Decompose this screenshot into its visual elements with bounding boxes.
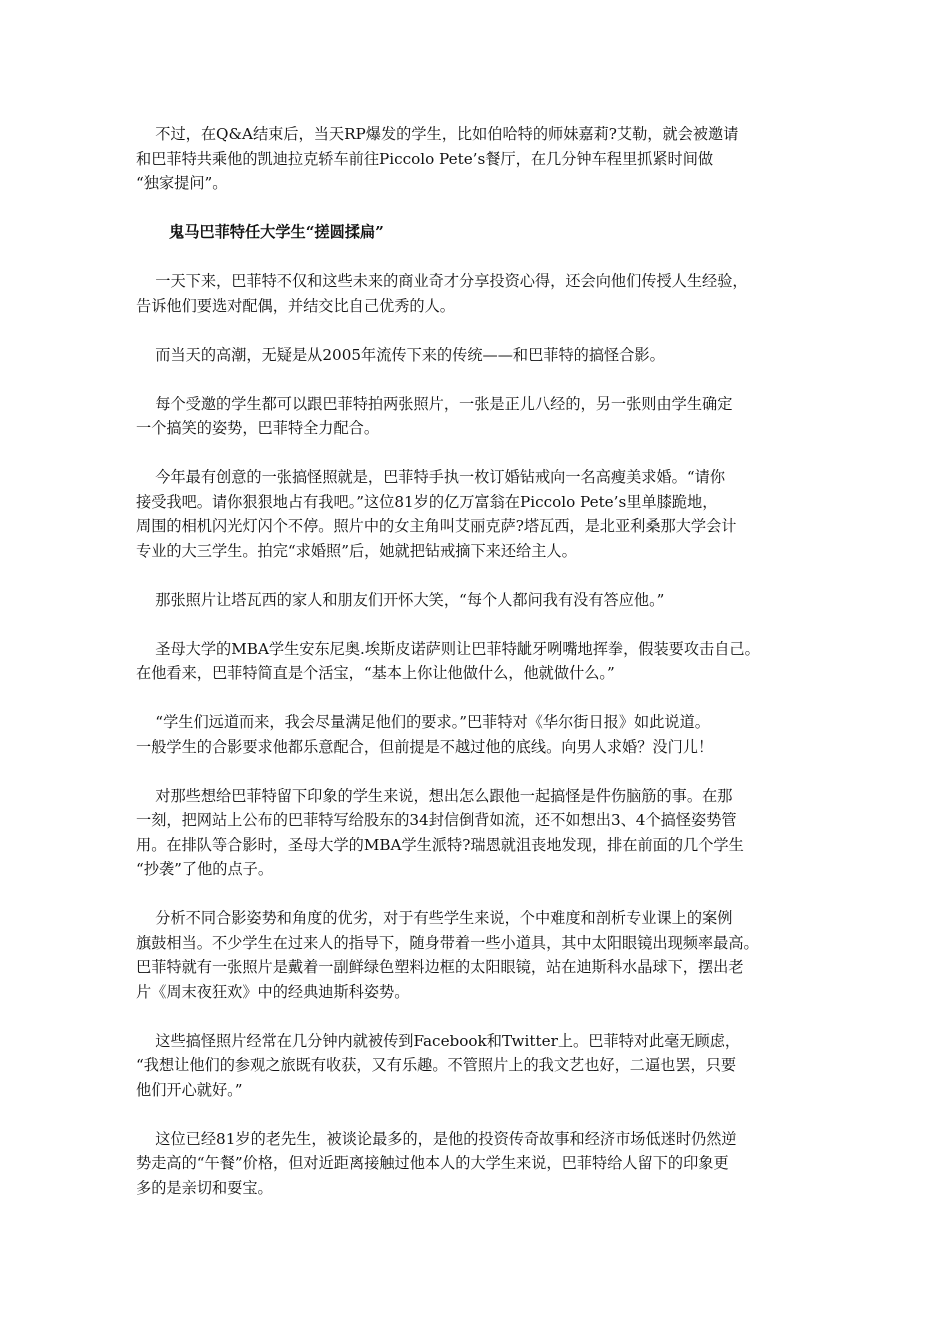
article-paragraph	[136, 784, 826, 882]
text-line: 这些搞怪照片经常在几分钟内就被传到Facebook和Twitter上。巴菲特对此毫无顾虑，	[136, 1031, 741, 1050]
text-line: “抄袭”了他的点子。	[136, 860, 274, 878]
text-line: “独家提问”。	[136, 174, 228, 192]
text-line: 今年最有创意的一张搞怪照就是，巴菲特手执一枚订婚钻戒向一名高瘦美求婚。“请你	[136, 468, 726, 486]
article-paragraph	[136, 906, 826, 1004]
article-paragraph	[136, 637, 826, 686]
text-line: 一个搞笑的姿势，巴菲特全力配合。	[136, 419, 379, 437]
text-line: 在他看来，巴菲特简直是个活宝，“基本上你让他做什么，他就做什么。”	[136, 664, 615, 682]
article-paragraph	[136, 269, 826, 318]
text-line: 分析不同合影姿势和角度的优劣，对于有些学生来说，个中难度和剖析专业课上的案例	[136, 909, 733, 927]
text-line: 圣母大学的MBA学生安东尼奥.埃斯皮诺萨则让巴菲特龇牙咧嘴地挥拳，假装要攻击自己。	[136, 639, 760, 658]
text-line: 而当天的高潮，无疑是从2005年流传下来的传统——和巴菲特的搞怪合影。	[136, 345, 665, 364]
text-line: 告诉他们要选对配偶，并结交比自己优秀的人。	[136, 296, 455, 315]
article-paragraph	[136, 343, 826, 368]
article-paragraph	[136, 392, 826, 441]
text-line: 这位已经81岁的老先生，被谈论最多的，是他的投资传奇故事和经济市场低迷时仍然逆	[136, 1129, 737, 1148]
text-line: 多的是亲切和耍宝。	[136, 1178, 273, 1197]
text-line: 旗鼓相当。不少学生在过来人的指导下，随身带着一些小道具，其中太阳眼镜出现频率最高。	[136, 933, 759, 952]
text-line: “学生们远道而来，我会尽量满足他们的要求。”巴菲特对《华尔街日报》如此说道。	[136, 713, 710, 731]
text-line: 他们开心就好。”	[136, 1080, 243, 1099]
text-line: 那张照片让塔瓦西的家人和朋友们开怀大笑，“每个人都问我有没有答应他。”	[136, 590, 665, 609]
text-line: 一刻，把网站上公布的巴菲特写给股东的34封信倒背如流，还不如想出3、4个搞怪姿势管	[136, 811, 737, 829]
text-line: 片《周末夜狂欢》中的经典迪斯科姿势。	[136, 982, 410, 1001]
text-line: 接受我吧。请你狠狠地占有我吧。”这位81岁的亿万富翁在Piccolo Pete’s里单膝跪地，	[136, 492, 718, 511]
article-paragraph	[136, 588, 826, 613]
text-line: 一般学生的合影要求他都乐意配合，但前提是不越过他的底线。向男人求婚？没门儿！	[136, 737, 714, 756]
article-paragraph	[136, 1029, 826, 1103]
text-line: 和巴菲特共乘他的凯迪拉克轿车前往Piccolo Pete’s餐厅，在几分钟车程里抓紧时间做	[136, 149, 714, 168]
article-body	[136, 122, 826, 1225]
text-line: 势走高的“午餐”价格，但对近距离接触过他本人的大学生来说，巴菲特给人留下的印象更	[136, 1154, 729, 1172]
text-line: 一天下来，巴菲特不仅和这些未来的商业奇才分享投资心得，还会向他们传授人生经验，	[136, 272, 748, 290]
text-line: 专业的大三学生。拍完“求婚照”后，她就把钻戒摘下来还给主人。	[136, 541, 577, 560]
text-line: 不过，在Q&A结束后，当天RP爆发的学生，比如伯哈特的师妹嘉莉?艾勒，就会被邀请	[136, 125, 739, 143]
text-line: 对那些想给巴菲特留下印象的学生来说，想出怎么跟他一起搞怪是件伤脑筋的事。在那	[136, 786, 733, 805]
text-line: 巴菲特就有一张照片是戴着一副鲜绿色塑料边框的太阳眼镜，站在迪斯科水晶球下，摆出老	[136, 958, 744, 976]
article-paragraph	[136, 710, 826, 759]
text-line: 用。在排队等合影时，圣母大学的MBA学生派特?瑞恩就沮丧地发现，排在前面的几个学生	[136, 835, 744, 854]
article-paragraph	[136, 122, 826, 196]
section-heading	[136, 220, 826, 245]
text-line: “我想让他们的参观之旅既有收获，又有乐趣。不管照片上的我文艺也好，二逼也罢，只要	[136, 1056, 737, 1074]
article-paragraph	[136, 465, 826, 563]
article-paragraph	[136, 1127, 826, 1201]
text-line: 鬼马巴菲特任大学生“搓圆揉扁”	[169, 223, 384, 241]
text-line: 每个受邀的学生都可以跟巴菲特拍两张照片，一张是正儿八经的，另一张则由学生确定	[136, 394, 733, 413]
text-line: 周围的相机闪光灯闪个不停。照片中的女主角叫艾丽克萨?塔瓦西，是北亚利桑那大学会计	[136, 517, 737, 535]
